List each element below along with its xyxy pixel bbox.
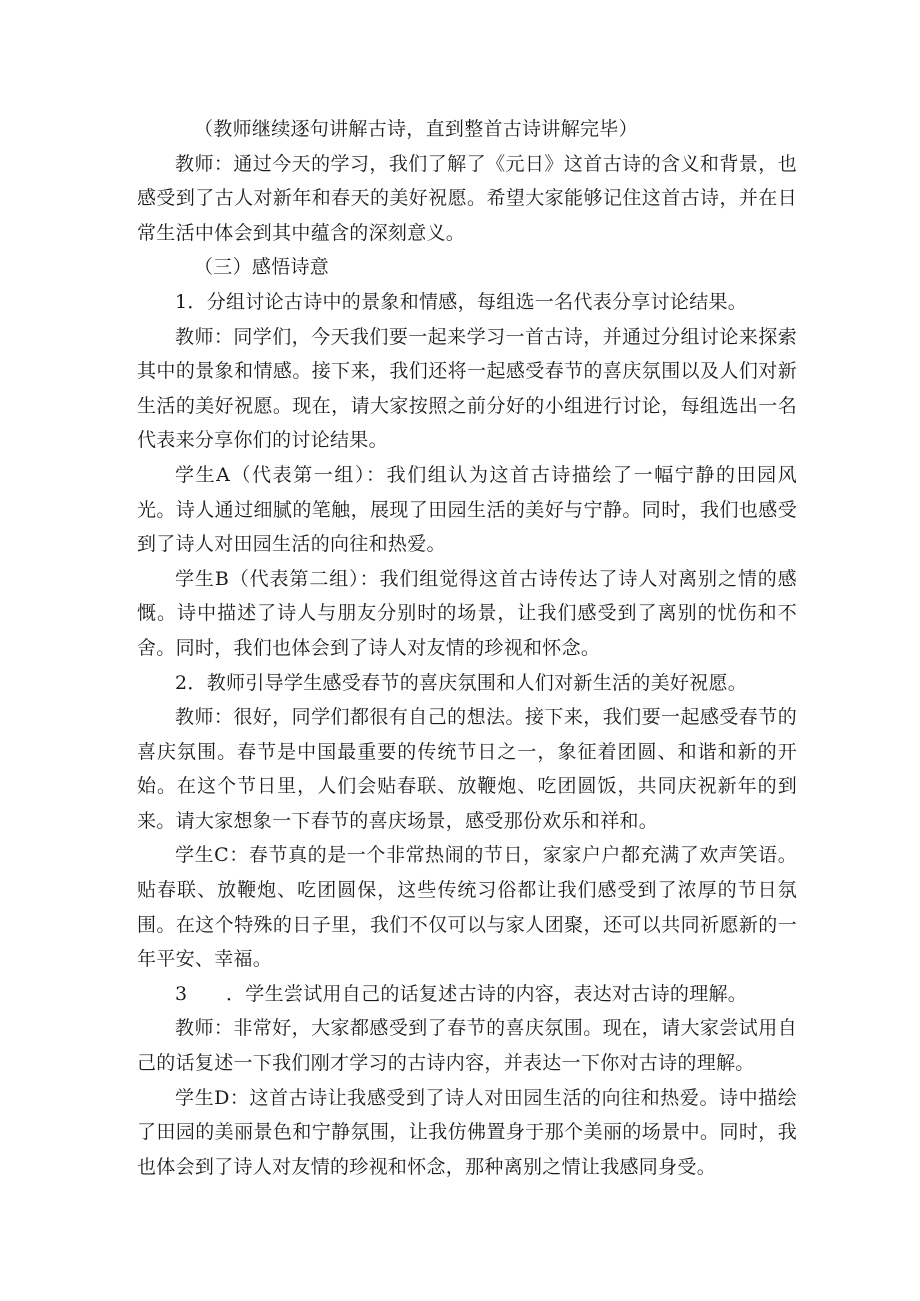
paragraph-step-2: 2．教师引导学生感受春节的喜庆氛围和人们对新生活的美好祝愿。 bbox=[175, 671, 748, 694]
paragraph-student-b: 学生B（代表第二组）：我们组觉得这首古诗传达了诗人对离别之情的感慨。诗中描述了诗人与朋友分别时的场景，让我们感受到了离别的忧伤和不舍。同时，我们也体会到了诗人对友情的珍视和怀念。 bbox=[137, 567, 797, 659]
paragraph-teacher-note: （教师继续逐句讲解古诗，直到整首古诗讲解完毕） bbox=[194, 118, 638, 140]
paragraph-student-d: 学生D：这首古诗让我感受到了诗人对田园生活的向往和热爱。诗中描绘了田园的美丽景色和宁静氛围，让我仿佛置身于那个美丽的场景中。同时，我也体会到了诗人对友情的珍视和怀念，那种离别之情让我感同身受。 bbox=[137, 1086, 797, 1178]
paragraph-teacher-intro: 教师：同学们，今天我们要一起来学习一首古诗，并通过分组讨论来探索其中的景象和情感。接下来，我们还将一起感受春节的喜庆氛围以及人们对新生活的美好祝愿。现在，请大家按照之前分好的小组进行讨论，每组选出一名代表来分享你们的讨论结果。 bbox=[137, 325, 797, 452]
section-heading: （三）感悟诗意 bbox=[194, 256, 330, 279]
document-body bbox=[137, 112, 797, 1184]
paragraph-teacher-retell: 教师：非常好，大家都感受到了春节的喜庆氛围。现在，请大家尝试用自己的话复述一下我们刚才学习的古诗内容，并表达一下你对古诗的理解。 bbox=[137, 1017, 797, 1075]
paragraph-student-a: 学生A（代表第一组）：我们组认为这首古诗描绘了一幅宁静的田园风光。诗人通过细腻的笔触，展现了田园生活的美好与宁静。同时，我们也感受到了诗人对田园生活的向往和热爱。 bbox=[137, 463, 797, 556]
paragraph-step-3: 3 ．学生尝试用自己的话复述古诗的内容，表达对古诗的理解。 bbox=[175, 982, 748, 1005]
paragraph-teacher-spring-festival: 教师：很好，同学们都很有自己的想法。接下来，我们要一起感受春节的喜庆氛围。春节是中国最重要的传统节日之一，象征着团圆、和谐和新的开始。在这个节日里，人们会贴春联、放鞭炮、吃团圆饭，共同庆祝新年的到来。请大家想象一下春节的喜庆场景，感受那份欢乐和祥和。 bbox=[137, 706, 797, 832]
paragraph-student-c: 学生C：春节真的是一个非常热闹的节日，家家户户都充满了欢声笑语。贴春联、放鞭炮、吃团圆保，这些传统习俗都让我们感受到了浓厚的节日氛围。在这个特殊的日子里，我们不仅可以与家人团聚，还可以共同祈愿新的一年平安、幸福。 bbox=[137, 844, 797, 971]
paragraph-step-1: 1．分组讨论古诗中的景象和情感，每组选一名代表分享讨论结果。 bbox=[175, 290, 748, 313]
paragraph-teacher-summary: 教师：通过今天的学习，我们了解了《元日》这首古诗的含义和背景，也感受到了古人对新年和春天的美好祝愿。希望大家能够记住这首古诗，并在日常生活中体会到其中蕴含的深刻意义。 bbox=[137, 152, 797, 244]
